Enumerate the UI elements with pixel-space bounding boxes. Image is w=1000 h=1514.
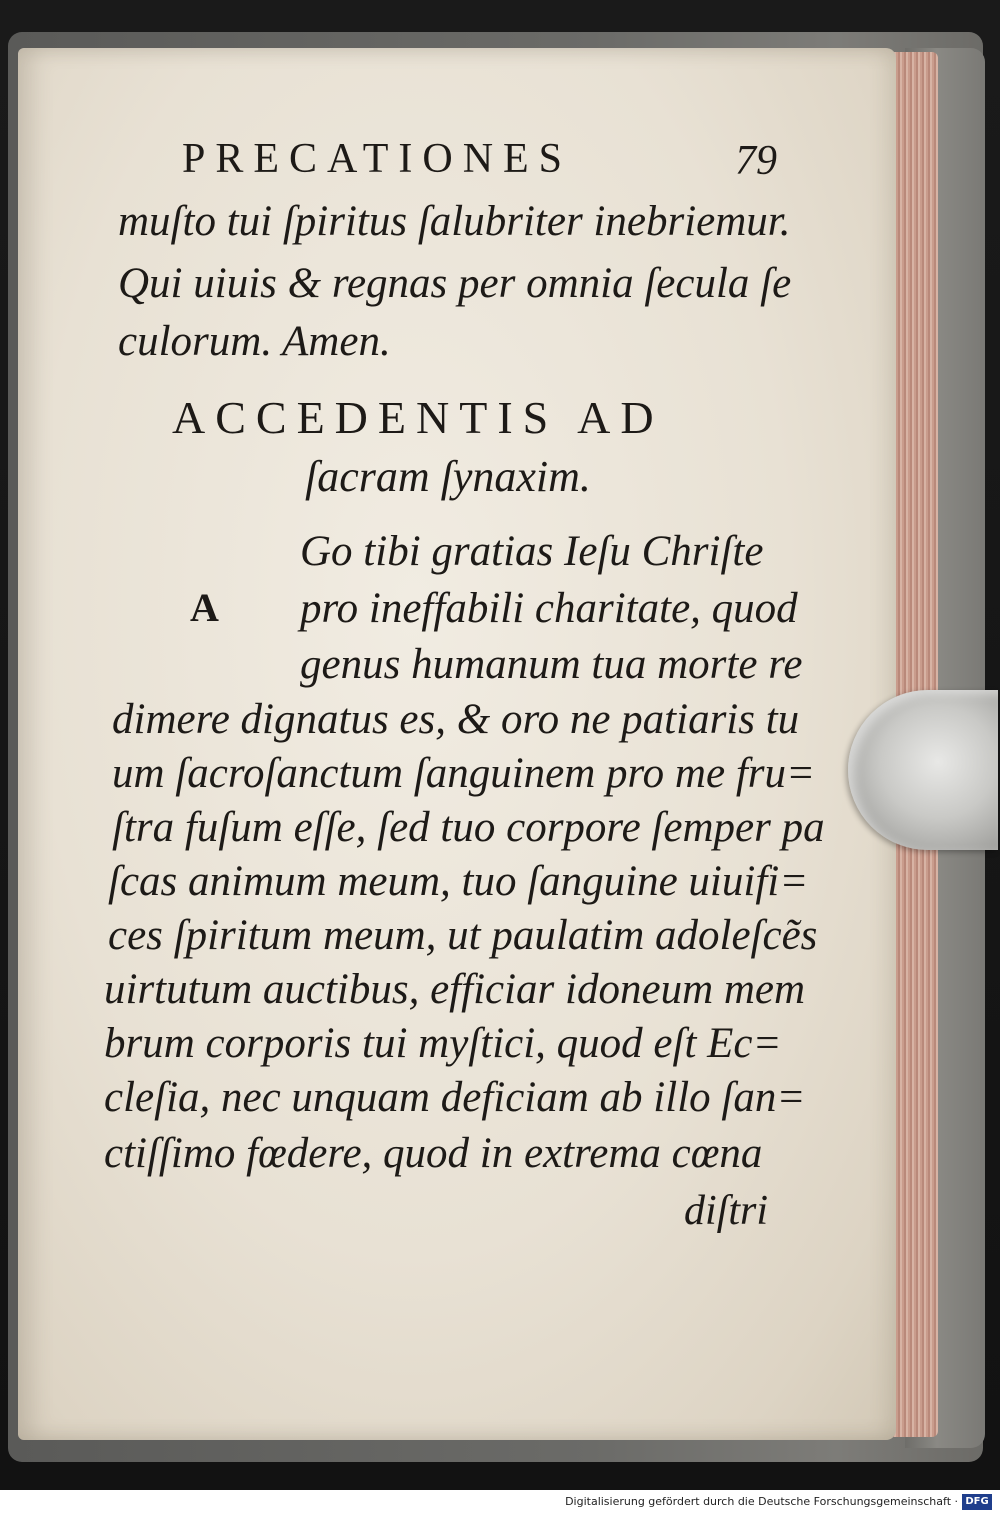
- text-line: ſtra fuſum eſſe, ſed tuo corpore ſemper pa: [112, 804, 825, 851]
- prayer-subheading: ſacram ſynaxim.: [305, 452, 591, 501]
- text-line: dimere dignatus es, & oro ne patiaris tu: [112, 696, 800, 743]
- text-line: ces ſpiritum meum, ut paulatim adoleſcẽs: [108, 912, 818, 959]
- text-line: uirtutum auctibus, efficiar idoneum mem: [104, 966, 806, 1013]
- text-line: um ſacroſanctum ſanguinem pro me fru=: [112, 750, 816, 797]
- text-line: ctiſſimo fœdere, quod in extrema cœna: [104, 1130, 763, 1177]
- catchword: diſtri: [684, 1188, 769, 1234]
- text-line: brum corporis tui myſtici, quod eſt Ec=: [104, 1020, 782, 1067]
- prayer-heading: ACCEDENTIS AD: [172, 392, 664, 443]
- book-clasp: [848, 690, 998, 850]
- text-line: Qui uiuis & regnas per omnia ſecula ſe: [118, 260, 792, 307]
- text-line: genus humanum tua morte re: [300, 641, 803, 688]
- text-line: muſto tui ſpiritus ſalubriter inebriemur.: [118, 198, 791, 245]
- drop-initial: A: [190, 585, 219, 630]
- dfg-logo: DFG: [962, 1494, 992, 1510]
- text-line: culorum. Amen.: [118, 318, 391, 365]
- page-number: 79: [735, 138, 777, 184]
- running-header: PRECATIONES: [182, 136, 573, 182]
- text-line: pro ineffabili charitate, quod: [300, 585, 798, 632]
- text-line: ſcas animum meum, tuo ſanguine uiuifi=: [108, 858, 809, 905]
- footer-credit: Digitalisierung gefördert durch die Deutsche Forschungsgemeinschaft ·: [565, 1495, 958, 1508]
- text-line: cleſia, nec unquam deficiam ab illo ſan=: [104, 1074, 806, 1121]
- text-line: Go tibi gratias Ieſu Chriſte: [300, 528, 764, 575]
